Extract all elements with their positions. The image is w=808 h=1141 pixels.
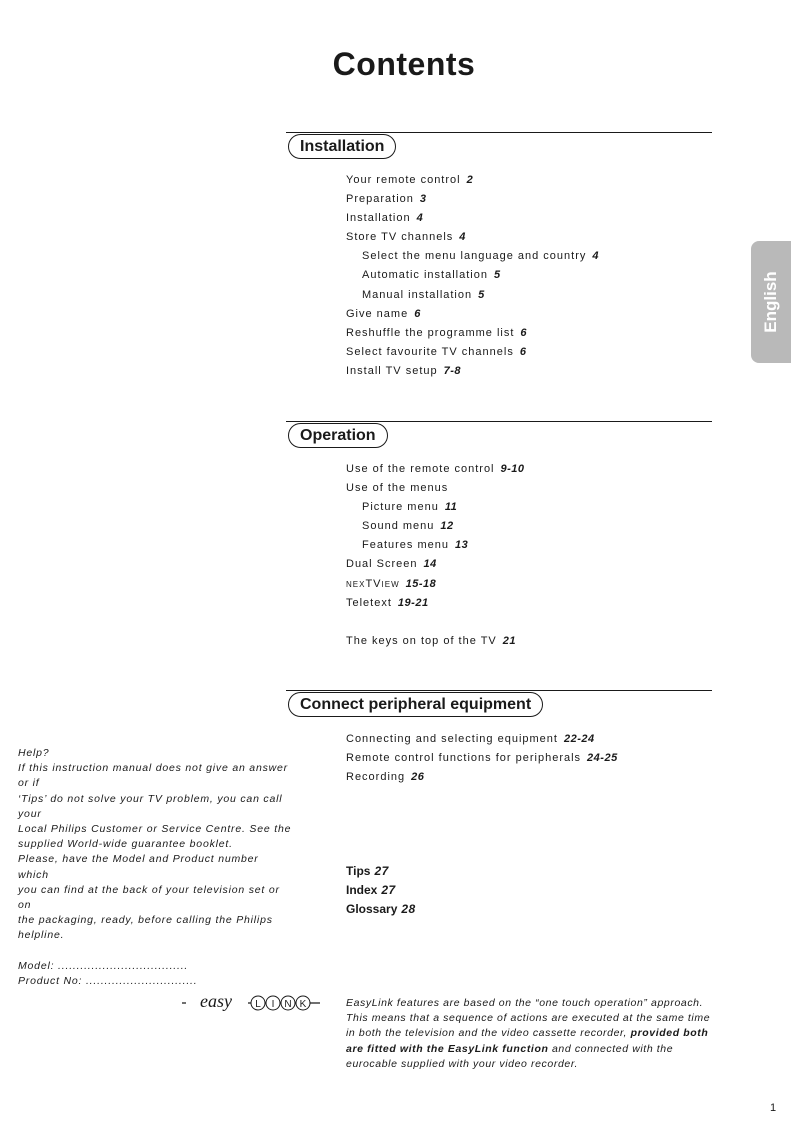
toc-item-label: Select the menu language and country	[362, 250, 587, 263]
help-line: the packaging, ready, before calling the Philips helpline.	[18, 914, 273, 942]
toc-item-page: 6	[519, 345, 527, 358]
toc-item-page: 14	[423, 558, 437, 571]
toc-item[interactable]	[346, 460, 525, 479]
toc-item-page: 3	[419, 193, 427, 206]
toc-item-page: 26	[411, 771, 425, 784]
toc-item-label: Give name	[346, 307, 409, 320]
language-tab-label: English	[761, 271, 780, 333]
help-line: supplied World-wide guarantee booklet.	[18, 838, 233, 851]
toc-item-label: TV	[365, 577, 382, 590]
toc-item[interactable]	[346, 171, 599, 190]
toc-item-label: Preparation	[346, 193, 414, 206]
toc-item-page: 6	[414, 307, 421, 320]
toc-item-page: 21	[502, 634, 517, 647]
toc-item[interactable]	[346, 305, 599, 324]
toc-item-label: The keys on top of the TV	[346, 634, 497, 647]
toc-item-label: Installation	[346, 212, 411, 225]
toc-item-label: Manual installation	[362, 288, 473, 301]
toc-item-page: 4	[459, 231, 466, 244]
toc-item-label: Use of the remote control	[346, 463, 495, 475]
toc-item[interactable]	[346, 768, 618, 787]
toc-item-page: 4	[592, 250, 599, 263]
toc-item[interactable]	[346, 881, 416, 900]
toc-item-page: 24-25	[587, 752, 618, 765]
toc-item[interactable]	[346, 324, 599, 343]
toc-item-label: Features menu	[362, 539, 449, 552]
logo-script: easy	[200, 991, 232, 1011]
toc-item-label: Your remote control	[346, 174, 461, 186]
toc-item[interactable]	[346, 362, 599, 381]
toc-subitem[interactable]	[346, 498, 525, 517]
toc-item-label: Picture menu	[362, 501, 439, 514]
toc-subitem[interactable]	[346, 247, 599, 266]
operation-heading: Operation	[288, 423, 388, 448]
easylink-logo	[180, 990, 322, 1016]
help-line: Please, have the Model and Product number which	[18, 853, 259, 881]
toc-item-label: Remote control functions for peripherals	[346, 752, 582, 765]
help-line: Help?	[18, 747, 50, 759]
toc-item-page: 5	[493, 269, 501, 282]
help-line: ‘Tips’ do not solve your TV problem, you can call your	[18, 792, 283, 820]
toc-item-page: 13	[454, 539, 469, 552]
toc-item-page: 9-10	[500, 463, 525, 475]
section-rule	[286, 690, 712, 691]
help-line: Local Philips Customer or Service Centre. See the	[18, 823, 292, 836]
easylink-text-part: EasyLink features are based on the “one touch operation” approach. This means that a sequence of actions are executed at the same time in both the television and the video cassette recorder,	[346, 997, 711, 1040]
toc-subitem[interactable]	[346, 286, 599, 305]
language-tab[interactable]	[751, 241, 791, 363]
logo-letter: I	[271, 999, 275, 1010]
toc-item-label: Select favourite TV channels	[346, 345, 514, 358]
toc-item[interactable]	[346, 228, 599, 247]
section-rule	[286, 421, 712, 422]
toc-item-label: Automatic installation	[362, 269, 488, 282]
easylink-text-bold: provided both are fitted with the EasyLink function	[346, 1027, 709, 1055]
easylink-description	[346, 996, 711, 1072]
toc-item-page: 7-8	[443, 364, 462, 377]
toc-item[interactable]	[346, 900, 416, 919]
toc-item[interactable]	[346, 479, 525, 498]
installation-heading: Installation	[288, 134, 396, 159]
toc-item-label-smallcaps: IEW	[381, 579, 400, 589]
model-label: Model:	[18, 959, 55, 972]
toc-subitem[interactable]	[346, 536, 525, 555]
extras-toc	[346, 862, 416, 919]
toc-item[interactable]	[346, 209, 599, 228]
peripheral-toc	[346, 730, 618, 787]
model-dots: ...................................	[58, 959, 189, 972]
toc-item[interactable]	[346, 730, 618, 749]
toc-item-label: Teletext	[346, 596, 392, 609]
toc-item[interactable]	[346, 594, 525, 613]
help-line: If this instruction manual does not give an answer or if	[18, 762, 288, 790]
operation-toc	[346, 460, 525, 651]
product-field	[18, 974, 293, 989]
toc-item-page: 4	[416, 212, 424, 225]
easylink-text-part: and connected with the eurocable supplied with your video recorder.	[346, 1042, 674, 1070]
peripheral-heading: Connect peripheral equipment	[288, 692, 543, 717]
toc-item-page: 5	[478, 288, 485, 301]
toc-item-page: 19-21	[397, 596, 429, 609]
toc-item-label: Sound menu	[362, 520, 435, 533]
logo-letter: L	[255, 999, 261, 1010]
logo-letter: N	[284, 999, 292, 1010]
toc-item-label: Install TV setup	[346, 364, 438, 377]
toc-subitem[interactable]	[346, 517, 525, 536]
toc-item-label: Recording	[346, 771, 406, 784]
toc-item[interactable]	[346, 862, 416, 881]
section-rule	[286, 132, 712, 133]
help-line: you can find at the back of your television set or on	[18, 883, 280, 912]
toc-subitem[interactable]	[346, 266, 599, 285]
toc-item-label: Dual Screen	[346, 558, 418, 571]
toc-item-label: Reshuffle the programme list	[346, 326, 515, 339]
toc-item-page: 27	[381, 883, 396, 898]
toc-item[interactable]	[346, 190, 599, 209]
toc-item[interactable]	[346, 555, 525, 574]
toc-item-label: Tips	[346, 864, 371, 878]
page-title: Contents	[332, 46, 476, 82]
toc-item-label: Use of the menus	[346, 482, 449, 495]
toc-item-label: Glossary	[346, 902, 398, 917]
page-number: 1	[770, 1102, 777, 1114]
toc-item-page: 27	[374, 864, 389, 878]
toc-item[interactable]	[346, 575, 525, 594]
toc-item-page: 28	[401, 902, 416, 917]
toc-item-label: Index	[346, 883, 378, 898]
toc-item[interactable]	[346, 343, 599, 362]
help-note	[18, 746, 293, 989]
toc-item-page: 2	[466, 174, 474, 186]
toc-item[interactable]	[346, 749, 618, 768]
toc-item-page: 15-18	[405, 577, 437, 590]
installation-toc	[346, 171, 599, 381]
toc-item-page: 22-24	[563, 733, 595, 745]
toc-item-label: Store TV channels	[346, 231, 454, 244]
toc-item-label: Connecting and selecting equipment	[346, 733, 558, 745]
toc-item-page: 12	[440, 520, 454, 533]
toc-item[interactable]	[346, 632, 525, 651]
product-dots: ..............................	[85, 974, 198, 987]
product-label: Product No:	[18, 974, 83, 987]
toc-item-page: 11	[444, 501, 458, 514]
toc-item-page: 6	[520, 326, 528, 339]
model-field	[18, 959, 293, 974]
logo-letter: K	[299, 999, 307, 1010]
toc-item-label-smallcaps: NEX	[346, 579, 366, 589]
